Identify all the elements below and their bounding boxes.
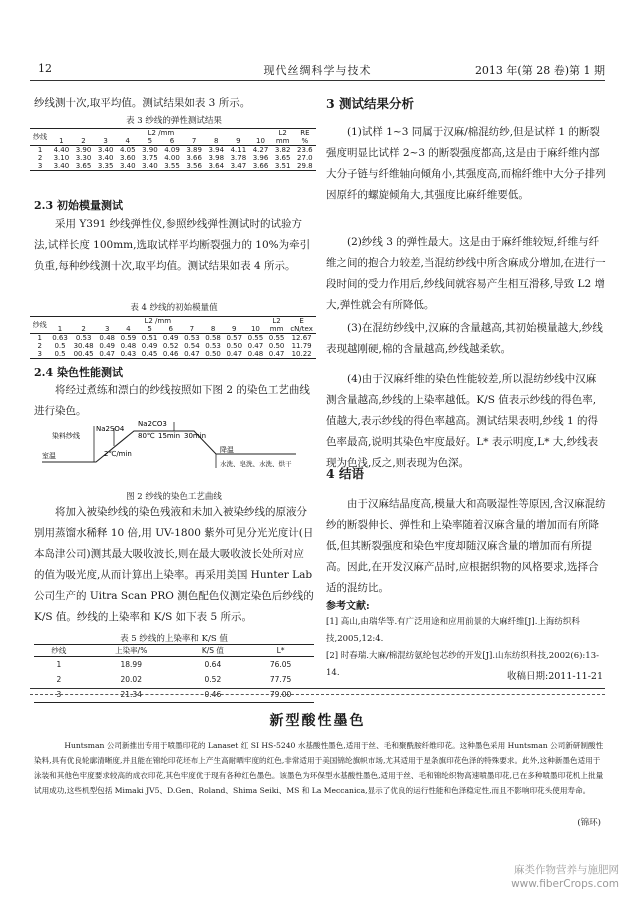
table-cell: 0.47 <box>99 350 115 358</box>
table-cell: 0.48 <box>120 342 137 350</box>
table3-subheader: 2 <box>81 137 86 145</box>
table4-subheader: 2 <box>81 325 86 333</box>
table-cell: 29.8 <box>297 162 313 170</box>
table4-subheader: 8 <box>210 325 216 333</box>
table4-subheader: mm <box>269 325 284 333</box>
table-cell: 3.65 <box>274 154 291 162</box>
watermark-text: 麻类作物营养与施肥网 <box>514 864 619 876</box>
table-cell: 0.55 <box>247 334 264 342</box>
table5-header: L* <box>276 646 285 655</box>
table-cell: 76.05 <box>269 660 292 669</box>
table-row <box>34 672 314 687</box>
table-cell: 3.10 <box>53 154 70 162</box>
intro-line: 纱线测十次,取平均值。测试结果如表 3 所示。 <box>34 97 251 109</box>
label-na2so4: Na2SO4 <box>96 425 125 433</box>
table4-subheader: 3 <box>104 325 110 333</box>
table3-subheader: 4 <box>125 137 130 145</box>
table-cell: 0.59 <box>120 334 137 342</box>
table-cell: 0.53 <box>75 334 92 342</box>
label-30min: 30min <box>184 432 207 440</box>
label-cool: 降温 <box>220 446 234 454</box>
label-after: 水洗、皂洗、水洗、烘干 <box>220 460 292 468</box>
table-cell: 4.00 <box>164 154 180 162</box>
table-cell: 1 <box>37 334 42 342</box>
table-row <box>30 162 316 171</box>
table-cell: 79.00 <box>269 690 292 699</box>
table5-header: K/S 值 <box>201 646 224 655</box>
table-cell: 0.51 <box>141 334 158 342</box>
reference-2: [2] 时春瑞.大麻/棉混纺氨纶包芯纱的开发[J].山东纺织科技,2002(6):13-14. <box>326 651 599 678</box>
table-cell: 3.51 <box>274 162 291 170</box>
table-cell: 3.75 <box>142 154 158 162</box>
table4-subheader: 10 <box>250 325 260 333</box>
label-temp80: 80℃ <box>138 432 155 440</box>
table-cell: 0.53 <box>205 342 221 350</box>
table5-caption: 表 5 纱线的上染率和 K/S 值 <box>120 634 228 644</box>
table-cell: 4.27 <box>252 146 269 154</box>
table-cell: 11.79 <box>291 342 312 350</box>
news-title: 新型酸性墨色 <box>269 713 366 729</box>
table-cell: 0.46 <box>204 690 222 699</box>
table-cell: 3.82 <box>274 146 291 154</box>
table4-subheader: 1 <box>57 325 63 333</box>
table-cell: 3.40 <box>119 162 136 170</box>
table-cell: 3.47 <box>230 162 247 170</box>
section-2-4-title: 2.4 染色性能测试 <box>34 366 123 379</box>
table-cell: 3 <box>56 690 62 699</box>
table-cell: 0.52 <box>162 342 179 350</box>
table4 <box>30 316 316 359</box>
conclusion-paragraph: 由于汉麻结晶度高,模量大和高吸湿性等原因,含汉麻混纺纱的断裂伸长、弹性和上染率随着汉麻含量的增加而有所降低,但其断裂强度和染色牢度却随汉麻含量的增加而有所提高。因此,在开发汉麻产品时,应根据织物的风格要求,选择合适的混纺比。 <box>326 498 606 594</box>
table-cell: 4.40 <box>53 146 70 154</box>
table3-subheader: mm <box>275 137 290 145</box>
table-cell: 0.63 <box>52 334 68 342</box>
table-cell: 0.52 <box>204 675 222 684</box>
table-cell: 0.58 <box>205 334 221 342</box>
header-rule <box>30 80 605 81</box>
dyeing-process-diagram <box>34 418 304 490</box>
table3 <box>30 128 316 171</box>
table4-subheader: 4 <box>126 325 131 333</box>
table-cell: 0.48 <box>247 350 264 358</box>
analysis-paragraph-4: (4)由于汉麻纤维的染色性能较差,所以混纺纱线中汉麻测含量越高,纱线的上染率越低。K/S 值表示纱线的得色率,值越大,表示纱线的得色率越高。测试结果表明,纱线 1 的得色率最高,说明其染色牢度最好。L* 表示明度,L* 大,纱线表现为色浅,反之,则表现为色深。 <box>326 373 599 469</box>
table-cell: 3.66 <box>186 154 202 162</box>
table4-subheader: 9 <box>232 325 237 333</box>
table-cell: 3.64 <box>208 162 225 170</box>
table-cell: 20.02 <box>120 675 142 684</box>
table-cell: 3.65 <box>75 162 92 170</box>
table3-subheader: 10 <box>256 137 265 145</box>
section-2-3-text: 采用 Y391 纱线弹性仪,参照纱线弹性测试时的试验方法,试样长度 100mm,选取试样平均断裂强力的 10%为牵引负重,每种纱线测十次,取平均值。测试结果如表 4 所示。 <box>34 218 311 272</box>
table-cell: 18.99 <box>120 660 142 669</box>
table-cell: 0.50 <box>268 342 285 350</box>
references-title: 参考文献: <box>326 601 370 612</box>
table-cell: 23.6 <box>297 146 313 154</box>
table-cell: 0.46 <box>162 350 179 358</box>
table-cell: 3.90 <box>75 146 92 154</box>
table-cell: 0.57 <box>226 334 243 342</box>
table-cell: 0.5 <box>54 350 66 358</box>
news-source: (锦环) <box>577 818 601 828</box>
table-cell: 0.47 <box>226 350 243 358</box>
table-cell: 3.40 <box>53 162 70 170</box>
table3-subheader: 5 <box>147 137 153 145</box>
table-cell: 3.35 <box>97 162 114 170</box>
table-cell: 00.45 <box>73 350 94 358</box>
table-cell: 3.94 <box>208 146 225 154</box>
table-cell: 3 <box>37 350 42 358</box>
table3-header: L2 <box>278 129 287 137</box>
table3-header: L2 /mm <box>147 129 175 137</box>
table-cell: 12.67 <box>291 334 312 342</box>
table5-header: 上染率/% <box>115 646 148 655</box>
section-4-title: 4 结语 <box>326 466 365 481</box>
table3-caption: 表 3 纱线的弹性测试结果 <box>126 116 222 126</box>
table5-header: 纱线 <box>51 646 67 655</box>
table-cell: 0.48 <box>99 334 115 342</box>
table3-subheader: 8 <box>214 137 219 145</box>
table-cell: 3.55 <box>164 162 180 170</box>
table-row <box>34 657 314 673</box>
table-cell: 30.48 <box>73 342 94 350</box>
table-cell: 3 <box>37 162 43 170</box>
table3-header: RE <box>300 129 310 137</box>
table-row <box>30 334 316 343</box>
table-cell: 0.47 <box>247 342 264 350</box>
table4-subheader: cN/tex <box>290 325 313 333</box>
section-divider <box>30 688 605 695</box>
page-number: 12 <box>38 62 52 75</box>
table-cell: 3.98 <box>208 154 225 162</box>
table-cell: 0.5 <box>54 342 66 350</box>
table-cell: 3.40 <box>97 154 114 162</box>
table3-header: 纱线 <box>33 133 48 141</box>
table4-header: L2 /mm <box>144 317 172 325</box>
table3-subheader: 1 <box>59 137 64 145</box>
watermark-url: www.fiberCrops.com <box>511 878 619 890</box>
section-3-title: 3 测试结果分析 <box>326 96 415 111</box>
table-cell: 0.50 <box>226 342 243 350</box>
table-cell: 0.64 <box>204 660 222 669</box>
table4-header: E <box>299 317 304 325</box>
section-2-3-title: 2.3 初始模量测试 <box>34 199 123 212</box>
table-cell: 2 <box>56 675 62 684</box>
analysis-paragraph-3: (3)在混纺纱线中,汉麻的含量越高,其初始模量越大,纱线表现越刚硬,棉的含量越高,纱线越柔软。 <box>326 322 603 355</box>
table4-caption: 表 4 纱线的初始模量值 <box>130 303 218 313</box>
table-cell: 0.53 <box>184 334 200 342</box>
table-row <box>30 146 316 155</box>
table-cell: 2 <box>37 154 43 162</box>
table3-subheader: 9 <box>236 137 241 145</box>
table4-subheader: 7 <box>189 325 195 333</box>
label-rise: 2℃/min <box>104 450 132 458</box>
table3-subheader: 7 <box>191 137 197 145</box>
news-body: Huntsman 公司新推出专用于喷墨印花的 Lanaset 红 SI HS-5240 水基酸性墨色,适用于丝、毛和聚酰胺纤维印花。这种墨色采用 Huntsman 公司新研制酸性染料,具有优良轮廓清晰度,并且能在锦纶印花坯布上产生高耐晒牢度的红色,非常适用于美国锦纶旗帜市场,尤其适用于星条旗印花色泽的特殊要求。此外,这种新墨色适用于泳装和其他色牢度要求较高的成衣印花,其色牢度优于现有各种红色墨色。该墨色为环保型水基酸性墨色,适用于丝、毛和锦纶织物高速喷墨印花,已在多种喷墨印花机上批量试用成功,这些机型包括 Mimaki JV5、D.Gen、Roland、Shima Seiki、MS 和 La Meccanica,显示了优良的运行性能和色泽稳定性,而且不影响印花头使用寿命。 <box>34 741 604 795</box>
label-15min: 15min <box>158 432 181 440</box>
section-2-4-text-2: 将加入被染纱线的染色残液和未加入被染纱线的原液分别用蒸馏水稀释 10 倍,用 UV-1800 紫外可见分光光度计(日本岛津公司)测其最大吸收波长,则在最大吸收波长处所对应的值为吸光度,从而计算出上染率。再采用美国 Hunter Lab 公司生产的 Uitra Scan PRO 测色配色仪测定染色后纱线的 K/S 值。纱线的上染率和 K/S 如下表 5 所示。 <box>34 506 314 623</box>
table-cell: 3.96 <box>252 154 269 162</box>
table-cell: 3.40 <box>142 162 158 170</box>
table-cell: 0.47 <box>184 350 200 358</box>
table-cell: 0.47 <box>268 350 285 358</box>
table-cell: 3.56 <box>186 162 202 170</box>
table-cell: 4.09 <box>164 146 180 154</box>
table-cell: 27.0 <box>297 154 313 162</box>
table-cell: 0.49 <box>162 334 179 342</box>
table-cell: 3.60 <box>119 154 136 162</box>
reference-1: [1] 高山,由瑞华等.有广泛用途和应用前景的大麻纤维[J].上海纺织科技,2005,12:4. <box>326 617 580 644</box>
journal-title: 现代丝绸科学与技术 <box>263 64 372 77</box>
table3-subheader: 6 <box>169 137 175 145</box>
fig2-caption: 图 2 纱线的染色工艺曲线 <box>126 492 222 502</box>
table-cell: 0.49 <box>141 342 158 350</box>
table4-header: L2 <box>272 317 281 325</box>
table-cell: 0.43 <box>120 350 137 358</box>
table-cell: 4.05 <box>119 146 136 154</box>
table-cell: 3.30 <box>75 154 92 162</box>
table3-subheader: 3 <box>103 137 108 145</box>
table-row <box>30 342 316 350</box>
table-cell: 1 <box>56 660 62 669</box>
table4-header: 纱线 <box>32 321 47 329</box>
table4-subheader: 5 <box>147 325 152 333</box>
issue-info: 2013 年(第 28 卷)第 1 期 <box>474 64 605 77</box>
table-row <box>30 350 316 359</box>
table-cell: 3.78 <box>230 154 247 162</box>
table-cell: 3.89 <box>186 146 202 154</box>
section-2-4-text: 将经过煮练和漂白的纱线按照如下图 2 的染色工艺曲线进行染色。 <box>34 384 310 417</box>
table-cell: 3.90 <box>142 146 158 154</box>
table-cell: 1 <box>37 146 43 154</box>
table-cell: 21.34 <box>120 690 142 699</box>
label-na2co3: Na2CO3 <box>138 420 167 428</box>
table-cell: 0.54 <box>184 342 200 350</box>
table-cell: 2 <box>37 342 42 350</box>
table-cell: 3.66 <box>252 162 269 170</box>
analysis-paragraph-2: (2)纱线 3 的弹性最大。这是由于麻纤维较短,纤维与纤维之间的抱合力较差,当混纺纱线中所含麻成分增加,在进行一段时间的受力作用后,纱线间就容易产生相互滑移,导致 L2 增大,弹性就会有所降低。 <box>326 236 606 311</box>
table-cell: 10.22 <box>291 350 312 358</box>
table-row <box>30 154 316 162</box>
label-dye: 染料纱线 <box>52 432 80 440</box>
table-cell: 0.50 <box>205 350 221 358</box>
table4-subheader: 6 <box>168 325 173 333</box>
label-roomtemp: 室温 <box>42 452 56 460</box>
table-cell: 0.55 <box>268 334 285 342</box>
analysis-paragraph-1: (1)试样 1~3 同属于汉麻/棉混纺纱,但是试样 1 的断裂强度明显比试样 2~3 的断裂强度都高,这是由于麻纤维内部大分子链与纤维轴向倾角小,其强度高,而棉纤维中大分子排列因原纤的螺旋倾角大,其强度比麻纤维要低。 <box>326 126 606 201</box>
table-cell: 77.75 <box>269 675 292 684</box>
table-cell: 0.49 <box>99 342 115 350</box>
table-cell: 3.40 <box>97 146 114 154</box>
table3-subheader: % <box>301 137 309 145</box>
table-cell: 0.45 <box>141 350 158 358</box>
received-date: 收稿日期:2011-11-21 <box>507 671 603 682</box>
table-cell: 4.11 <box>230 146 247 154</box>
